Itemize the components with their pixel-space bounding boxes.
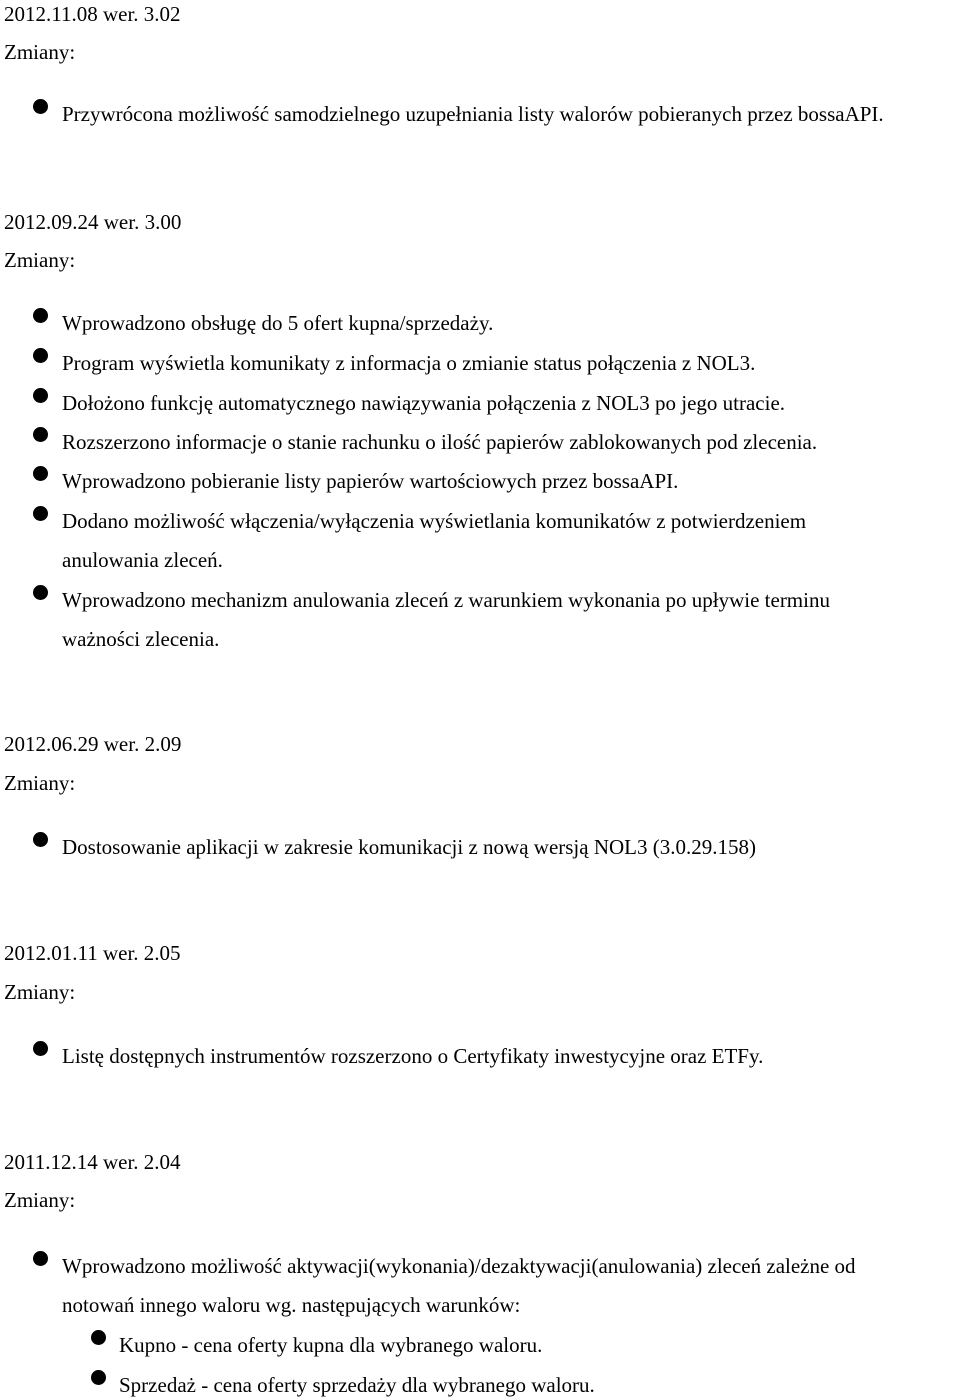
list-item: Program wyświetla komunikaty z informacja o zmianie status połączenia z NOL3.: [62, 351, 756, 375]
bullet-icon: [33, 1251, 48, 1266]
list-item: Wprowadzono pobieranie listy papierów wartościowych przez bossaAPI.: [62, 469, 679, 493]
version-header: 2012.06.29 wer. 2.09: [4, 732, 182, 756]
bullet-icon: [33, 506, 48, 521]
sub-list-item: Sprzedaż - cena oferty sprzedaży dla wybranego waloru.: [119, 1373, 595, 1397]
list-item: Wprowadzono możliwość aktywacji(wykonania)/dezaktywacji(anulowania) zleceń zależne od: [62, 1254, 856, 1278]
version-header: 2011.12.14 wer. 2.04: [4, 1150, 181, 1174]
bullet-icon: [33, 832, 48, 847]
bullet-icon: [33, 585, 48, 600]
bullet-icon: [33, 427, 48, 442]
bullet-icon: [91, 1330, 106, 1345]
list-item: Rozszerzono informacje o stanie rachunku o ilość papierów zablokowanych pod zlecenia.: [62, 430, 818, 454]
list-item: Wprowadzono obsługę do 5 ofert kupna/sprzedaży.: [62, 311, 494, 335]
changes-label: Zmiany:: [4, 40, 76, 64]
list-item: Dołożono funkcję automatycznego nawiązywania połączenia z NOL3 po jego utracie.: [62, 391, 786, 415]
bullet-icon: [33, 388, 48, 403]
sub-list-item: Kupno - cena oferty kupna dla wybranego waloru.: [119, 1333, 543, 1357]
list-item: Listę dostępnych instrumentów rozszerzono o Certyfikaty inwestycyjne oraz ETFy.: [62, 1044, 764, 1068]
changes-label: Zmiany:: [4, 1188, 76, 1212]
changes-label: Zmiany:: [4, 771, 76, 795]
list-item: Dodano możliwość włączenia/wyłączenia wyświetlania komunikatów z potwierdzeniem: [62, 509, 807, 533]
list-item: Dostosowanie aplikacji w zakresie komunikacji z nową wersją NOL3 (3.0.29.158): [62, 835, 756, 859]
bullet-icon: [33, 348, 48, 363]
changes-label: Zmiany:: [4, 980, 76, 1004]
list-item: Przywrócona możliwość samodzielnego uzupełniania listy walorów pobieranych przez bossaAPI.: [62, 102, 884, 126]
version-header: 2012.01.11 wer. 2.05: [4, 941, 181, 965]
list-item-continuation: notowań innego waloru wg. następujących warunków:: [62, 1293, 521, 1317]
list-item: Wprowadzono mechanizm anulowania zleceń z warunkiem wykonania po upływie terminu: [62, 588, 830, 612]
bullet-icon: [33, 99, 48, 114]
version-header: 2012.09.24 wer. 3.00: [4, 210, 182, 234]
bullet-icon: [91, 1370, 106, 1385]
bullet-icon: [33, 466, 48, 481]
list-item-continuation: ważności zlecenia.: [62, 627, 220, 651]
changes-label: Zmiany:: [4, 248, 76, 272]
bullet-icon: [33, 1041, 48, 1056]
list-item-continuation: anulowania zleceń.: [62, 548, 223, 572]
version-header: 2012.11.08 wer. 3.02: [4, 2, 181, 26]
bullet-icon: [33, 308, 48, 323]
